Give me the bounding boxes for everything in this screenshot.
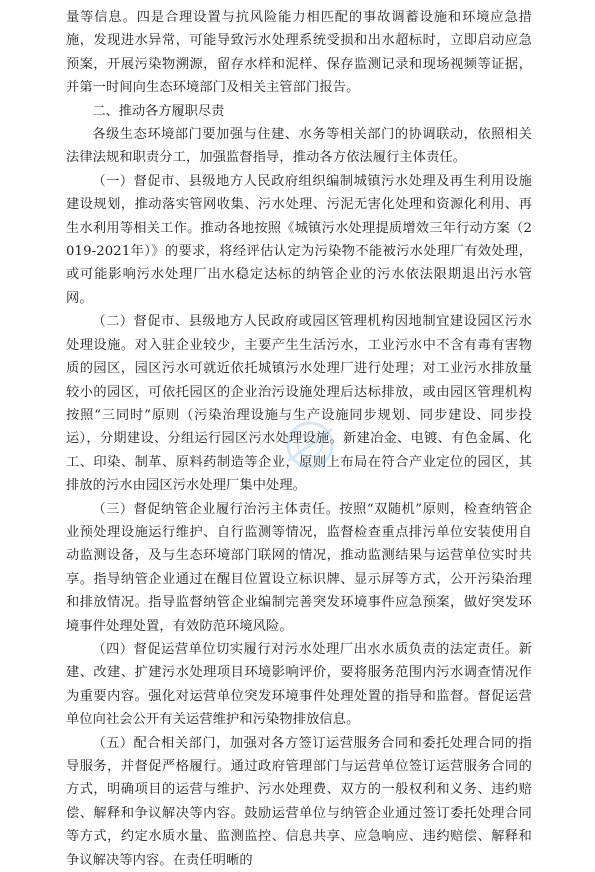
paragraph-item-3: （三）督促纳管企业履行治污主体责任。按照“双随机”原则，检查纳管企业预处理设施运行维护、自行监测等情况，监督检查重点排污单位安装使用自动监测设备，及与生态环境部门联网的情况，推动监测结果与运营单位实时共享。指导纳管企业通过在醒目位置设立标识牌、显示屏等方式，公开污染治理和排放情况。指导监督纳管企业编制完善突发环境事件应急预案，做好突发环境事件处理处置，有效防范环境风险。 [66,501,532,634]
paragraph-continuation: 量等信息。四是合理设置与抗风险能力相匹配的事故调蓄设施和环境应急措施，发现进水异常，可能导致污水处理系统受损和出水超标时，立即启动应急预案，开展污染物溯源，留存水样和泥样、保存监测记录和现场视频等证据，并第一时间向生态环境部门及相关主管部门报告。 [66,10,532,96]
paragraph-item-2: （二）督促市、县级地方人民政府或园区管理机构因地制宜建设园区污水处理设施。对入驻企业较少，主要产生生活污水，工业污水中不含有毒有害物质的园区，园区污水可就近依托城镇污水处理厂进行处理；对工业污水排放量较小的园区，可依托园区的企业治污设施处理后达标排放，或由园区管理机构按照“三同时”原则（污染治理设施与生产设施同步规划、同步建设、同步投运），分期建设、分组运行园区污水处理设施。新建冶金、电镀、有色金属、化工、印染、制革、原料药制造等企业，原则上布局在符合产业定位的园区，其排放的污水由园区污水处理厂集中处理。 [66,314,532,494]
paragraph-item-4: （四）督促运营单位切实履行对污水处理厂出水水质负责的法定责任。新建、改建、扩建污水处理项目环境影响评价，要将服务范围内污水调查情况作为重要内容。强化对运营单位突发环境事件处理处置的指导和监督。督促运营单位向社会公开有关运营维护和污染物排放信息。 [66,641,532,728]
paragraph-intro: 各级生态环境部门要加强与住建、水务等相关部门的协调联动，依照相关法律法规和职责分工，加强监督指导，推动各方依法履行主体责任。 [66,127,532,166]
paragraph-item-1: （一）督促市、县级地方人民政府组织编制城镇污水处理及再生利用设施建设规划，推动落实管网收集、污水处理、污泥无害化处理和资源化利用、再生水利用等相关工作。推动各地按照《城镇污水处理提质增效三年行动方案（2019-2021年）》的要求，将经评估认定为污染物不能被污水处理厂有效处理，或可能影响污水处理厂出水稳定达标的纳管企业的污水依法限期退出污水管网。 [66,173,532,306]
paragraph-item-5: （五）配合相关部门，加强对各方签订运营服务合同和委托处理合同的指导服务，并督促严格履行。通过政府管理部门与运营单位签订运营服务合同的方式，明确项目的运营与维护、污水处理费、双方的一般权利和义务、违约赔偿、解释和争议解决等内容。鼓励运营单位与纳管企业通过签订委托处理合同等方式，约定水质水量、监测监控、信息共享、应急响应、违约赔偿、解释和争议解决等内容。在责任明晰的 [66,735,532,868]
section-heading: 二、推动各方履职尽责 [92,103,225,119]
document-body [66,6,532,872]
